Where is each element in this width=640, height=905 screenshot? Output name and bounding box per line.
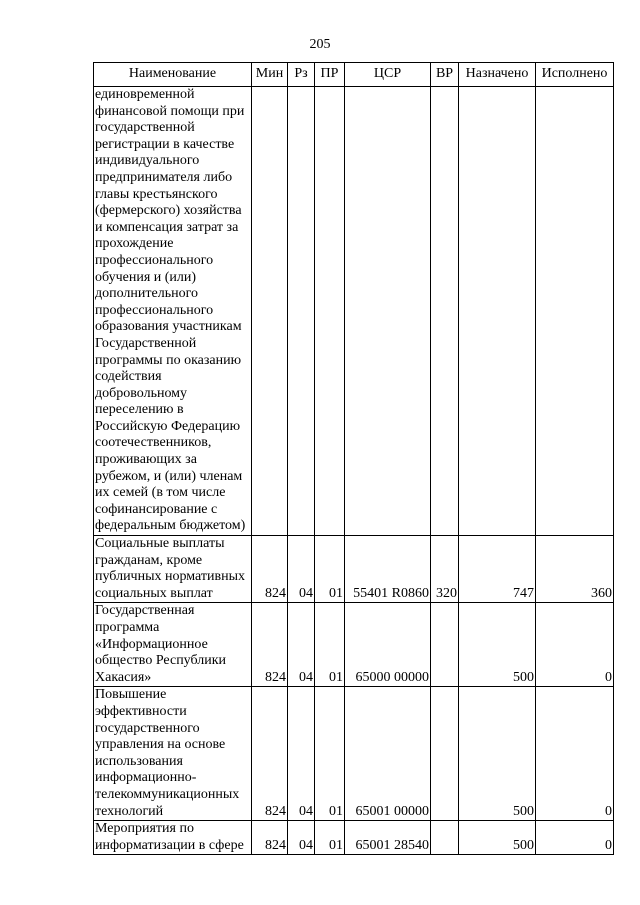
header-vr: ВР [431, 63, 459, 87]
row-rz: 04 [288, 687, 315, 821]
row-assigned: 500 [459, 603, 536, 687]
row-vr: 320 [431, 536, 459, 603]
table-row [94, 821, 614, 855]
row-executed: 0 [536, 821, 614, 855]
page-number: 205 [309, 37, 331, 52]
row-min [252, 87, 288, 536]
header-executed: Исполнено [536, 63, 614, 87]
row-min: 824 [252, 687, 288, 821]
table-row [94, 87, 614, 536]
row-executed [536, 87, 614, 536]
row-name: Мероприятия по информатизации в сфере [94, 821, 252, 855]
row-rz: 04 [288, 821, 315, 855]
row-vr [431, 87, 459, 536]
row-pr: 01 [315, 821, 345, 855]
row-assigned: 747 [459, 536, 536, 603]
row-assigned: 500 [459, 821, 536, 855]
row-name: единовременной финансовой помощи при государственной регистрации в качестве индивидуального предпринимателя либо главы крестьянского (фермерского) хозяйства и компенсация затрат за прохождение профессионального обучения и (или) дополнительного профессионального образования участникам Государственной программы по оказанию содействия добровольному переселению в Российскую Федерацию соотечественников, проживающих за рубежом, и (или) членам их семей (в том числе софинансирование с федеральным бюджетом) [94, 87, 252, 536]
row-min: 824 [252, 536, 288, 603]
row-min: 824 [252, 603, 288, 687]
table-row [94, 536, 614, 603]
header-assigned: Назначено [459, 63, 536, 87]
row-name: Государственная программа «Информационное общество Республики Хакасия» [94, 603, 252, 687]
row-csr: 55401 R0860 [345, 536, 431, 603]
row-assigned [459, 87, 536, 536]
row-rz: 04 [288, 603, 315, 687]
header-rz: Рз [288, 63, 315, 87]
row-csr: 65001 00000 [345, 687, 431, 821]
row-name: Социальные выплаты гражданам, кроме публичных нормативных социальных выплат [94, 536, 252, 603]
budget-table [93, 62, 614, 855]
table-header-row [94, 63, 614, 87]
row-assigned: 500 [459, 687, 536, 821]
header-pr: ПР [315, 63, 345, 87]
header-csr: ЦСР [345, 63, 431, 87]
row-csr: 65001 28540 [345, 821, 431, 855]
row-csr: 65000 00000 [345, 603, 431, 687]
row-pr: 01 [315, 536, 345, 603]
row-min: 824 [252, 821, 288, 855]
row-vr [431, 603, 459, 687]
row-rz: 04 [288, 536, 315, 603]
header-min: Мин [252, 63, 288, 87]
row-name: Повышение эффективности государственного управления на основе использования информационно-телекоммуникационных технологий [94, 687, 252, 821]
row-rz [288, 87, 315, 536]
row-pr [315, 87, 345, 536]
row-executed: 0 [536, 687, 614, 821]
table-row [94, 687, 614, 821]
row-executed: 0 [536, 603, 614, 687]
row-vr [431, 687, 459, 821]
row-pr: 01 [315, 687, 345, 821]
row-executed: 360 [536, 536, 614, 603]
row-vr [431, 821, 459, 855]
table-row [94, 603, 614, 687]
header-name: Наименование [94, 63, 252, 87]
row-csr [345, 87, 431, 536]
row-pr: 01 [315, 603, 345, 687]
